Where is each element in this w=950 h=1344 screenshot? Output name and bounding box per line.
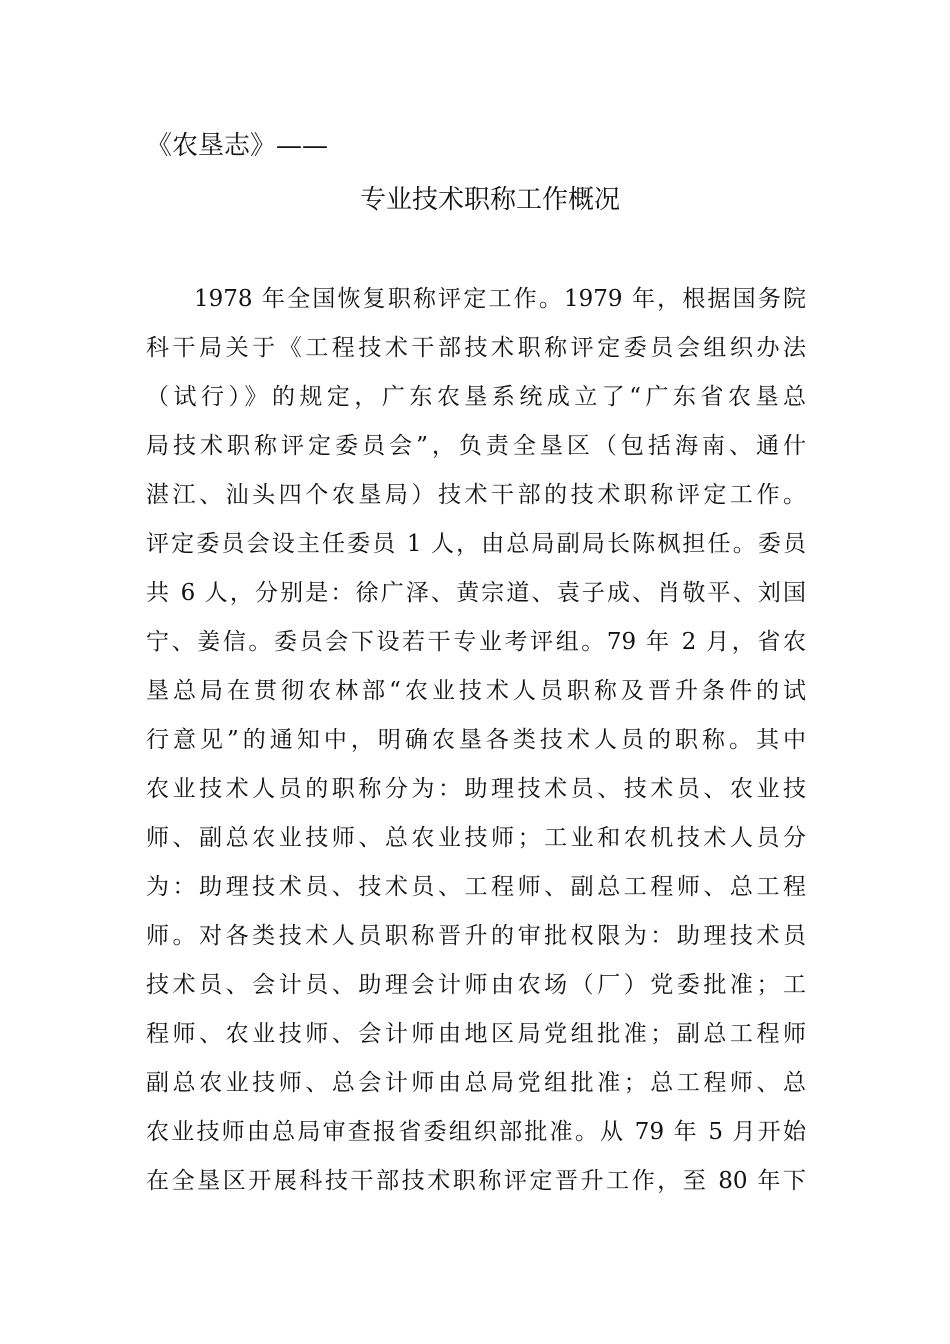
document-header: 《农垦志》——	[146, 131, 329, 161]
body-line: （试行）》的规定，广东农垦系统成立了“广东省农垦总	[146, 384, 806, 410]
body-line: 在全垦区开展科技干部技术职称评定晋升工作，至 80 年下	[146, 1168, 806, 1194]
body-line: 农业技师由总局审查报省委组织部批准。从 79 年 5 月开始	[146, 1119, 806, 1145]
body-line: 为：助理技术员、技术员、工程师、副总工程师、总工程	[146, 874, 806, 900]
body-line: 垦总局在贯彻农林部“农业技术人员职称及晋升条件的试	[146, 678, 806, 704]
body-line: 程师、农业技师、会计师由地区局党组批准；副总工程师	[146, 1021, 806, 1047]
body-line: 湛江、汕头四个农垦局）技术干部的技术职称评定工作。	[146, 482, 806, 508]
body-line: 师。对各类技术人员职称晋升的审批权限为：助理技术员	[146, 923, 806, 949]
body-line: 技术员、会计员、助理会计师由农场（厂）党委批准；工	[146, 972, 806, 998]
body-line: 行意见”的通知中，明确农垦各类技术人员的职称。其中	[146, 727, 806, 753]
document-body	[146, 275, 806, 1206]
body-line: 师、副总农业技师、总农业技师；工业和农机技术人员分	[146, 825, 806, 851]
body-line: 1978 年全国恢复职称评定工作。1979 年，根据国务院	[194, 286, 806, 312]
body-line: 农业技术人员的职称分为：助理技术员、技术员、农业技	[146, 776, 806, 802]
body-line: 宁、姜信。委员会下设若干专业考评组。79 年 2 月，省农	[146, 629, 806, 655]
body-line: 局技术职称评定委员会”，负责全垦区（包括海南、通什	[146, 433, 806, 459]
body-line: 共 6 人，分别是：徐广泽、黄宗道、袁子成、肖敬平、刘国	[146, 580, 806, 606]
document-title: 专业技术职称工作概况	[359, 185, 620, 215]
body-line: 评定委员会设主任委员 1 人，由总局副局长陈枫担任。委员	[146, 531, 806, 557]
body-line: 科干局关于《工程技术干部技术职称评定委员会组织办法	[146, 335, 806, 361]
body-line: 副总农业技师、总会计师由总局党组批准；总工程师、总	[146, 1070, 806, 1096]
